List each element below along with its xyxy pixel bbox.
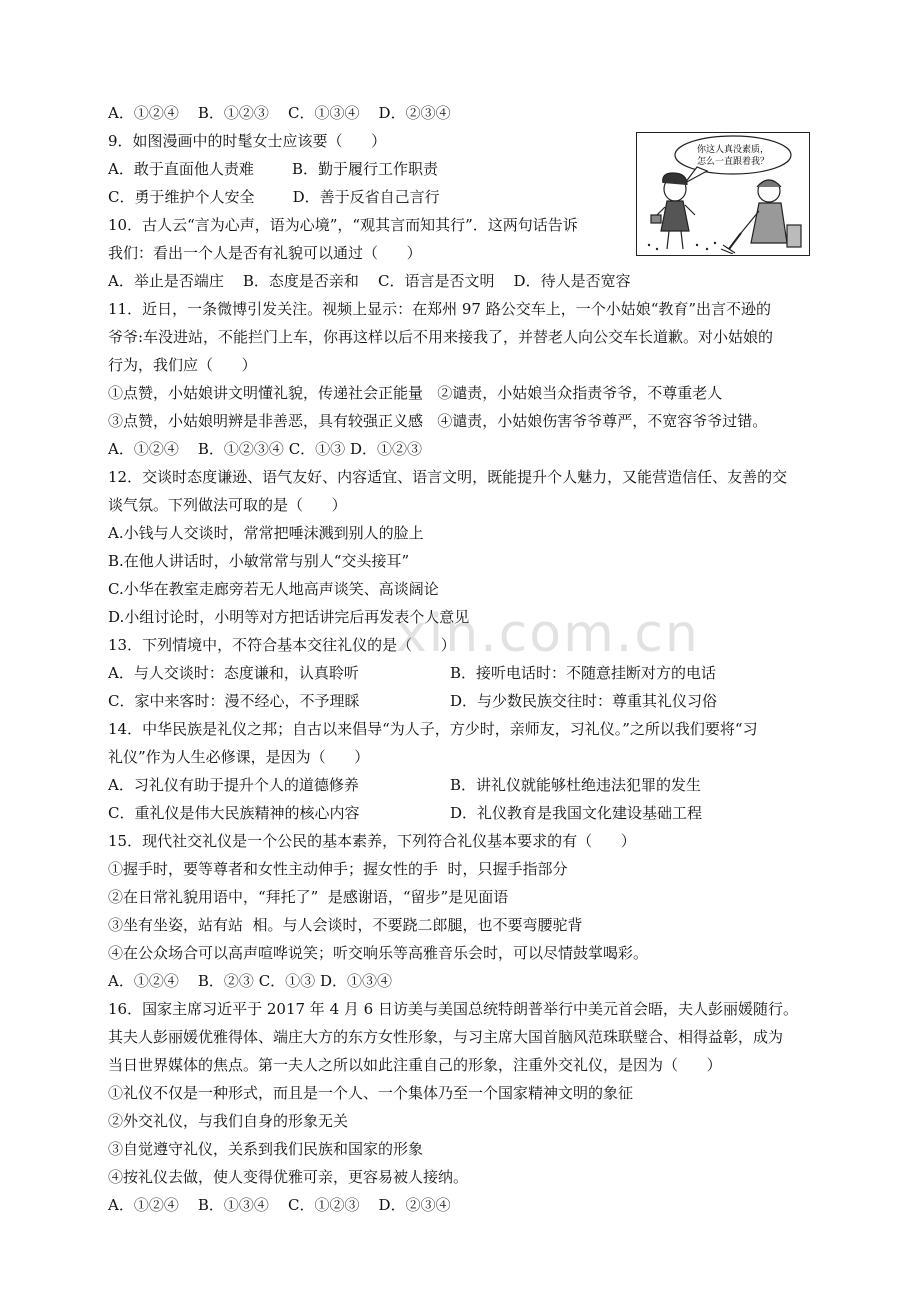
q16-choice-3: ③自觉遵守礼仪，关系到我们民族和国家的形象 bbox=[108, 1140, 424, 1158]
q13-option-d: D．与少数民族交往时：尊重其礼仪习俗 bbox=[450, 692, 718, 710]
q12-option-b: B.在他人讲话时，小敏常常与别人“交头接耳” bbox=[108, 552, 410, 570]
q14-stem-2: 礼仪”作为人生必修课，是因为（ ） bbox=[108, 748, 370, 766]
q16-stem-3: 当日世界媒体的焦点。第一夫人之所以如此注重自己的形象，注重外交礼仪，是因为（ ） bbox=[108, 1056, 722, 1074]
q12-option-a: A.小钱与人交谈时，常常把唾沫溅到别人的脸上 bbox=[108, 524, 424, 542]
q14-option-c: C．重礼仪是伟大民族精神的核心内容 bbox=[108, 804, 360, 822]
q12-stem-2: 谈气氛。下列做法可取的是（ ） bbox=[108, 496, 347, 514]
woman-figure bbox=[651, 173, 695, 249]
q16-choice-1: ①礼仪不仅是一种形式，而且是一个人、一个集体乃至一个国家精神文明的象征 bbox=[108, 1084, 634, 1102]
q11-options: A．①②④ B．①②③④ C．①③ D．①②③ bbox=[108, 440, 422, 458]
bubble-text-2: 怎么一直跟着我？ bbox=[696, 157, 770, 167]
q11-choice-34: ③点赞，小姑娘明辨是非善恶，具有较强正义感 ④谴责，小姑娘伤害爷爷尊严，不宽容爷爷过错。 bbox=[108, 412, 768, 430]
q14-option-d: D．礼仪教育是我国文化建设基础工程 bbox=[450, 804, 703, 822]
q8-options: A．①②④ B．①②③ C．①③④ D．②③④ bbox=[108, 104, 451, 122]
q11-choice-12: ①点赞，小姑娘讲文明懂礼貌，传递社会正能量 ②谴责，小姑娘当众指责爷爷，不尊重老人 bbox=[108, 384, 723, 402]
bubble-text-1: 你这人真没素质， bbox=[696, 145, 770, 155]
q13-option-c: C．家中来客时：漫不经心，不予理睬 bbox=[108, 692, 360, 710]
q15-choice-1: ①握手时，要等尊者和女性主动伸手；握女性的手 时，只握手指部分 bbox=[108, 860, 568, 878]
q15-choice-2: ②在日常礼貌用语中，“拜托了” 是感谢语，“留步”是见面语 bbox=[108, 888, 509, 906]
q13-option-b: B．接听电话时：不随意挂断对方的电话 bbox=[450, 664, 717, 682]
q10-stem-2: 我们：看出一个人是否有礼貌可以通过（ ） bbox=[108, 244, 422, 262]
q16-stem-2: 其夫人彭丽媛优雅得体、端庄大方的东方女性形象，与习主席大国首脑风范珠联璧合、相得益彰，成为 bbox=[108, 1028, 784, 1046]
cleaner-figure bbox=[721, 180, 801, 254]
q13-option-a: A．与人交谈时：态度谦和，认真聆听 bbox=[108, 664, 359, 682]
q14-option-b: B．讲礼仪就能够杜绝违法犯罪的发生 bbox=[450, 776, 702, 794]
q15-stem: 15．现代社交礼仪是一个公民的基本素养，下列符合礼仪基本要求的有（ ） bbox=[108, 832, 636, 850]
q15-choice-3: ③坐有坐姿，站有站 相。与人会谈时，不要跷二郎腿，也不要弯腰驼背 bbox=[108, 916, 583, 934]
q16-choice-2: ②外交礼仪，与我们自身的形象无关 bbox=[108, 1112, 349, 1130]
q16-options: A．①②④ B．①③④ C．①②③ D．②③④ bbox=[108, 1196, 451, 1214]
q11-stem-1: 11．近日，一条微博引发关注。视频上显示：在郑州 97 路公交车上，一个小姑娘“教育”出言不逊的 bbox=[108, 300, 772, 318]
q14-option-a: A．习礼仪有助于提升个人的道德修养 bbox=[108, 776, 359, 794]
cartoon-drawing bbox=[637, 133, 808, 254]
q9-options-cd: C．勇于维护个人安全 D．善于反省自己言行 bbox=[108, 188, 440, 206]
q13-stem: 13．下列情境中，不符合基本交往礼仪的是（ ） bbox=[108, 636, 456, 654]
watermark: xin.com.cn bbox=[396, 604, 700, 664]
q9-options-ab: A．敢于直面他人责难 B．勤于履行工作职责 bbox=[108, 160, 439, 178]
q16-choice-4: ④按礼仪去做，使人变得优雅可亲，更容易被人接纳。 bbox=[108, 1168, 469, 1186]
cartoon-illustration bbox=[636, 132, 810, 256]
q15-options: A．①②④ B．②③ C．①③ D．①③④ bbox=[108, 972, 392, 990]
q11-stem-2: 爷爷:车没进站，不能拦门上车，你再这样以后不用来接我了，并替老人向公交车长道歉。对小姑娘的 bbox=[108, 328, 774, 346]
q14-stem-1: 14．中华民族是礼仪之邦；自古以来倡导“为人子，方少时，亲师友，习礼仪。”之所以我们要将“习 bbox=[108, 720, 758, 738]
q12-stem-1: 12．交谈时态度谦逊、语气友好、内容适宜、语言文明，既能提升个人魅力，又能营造信任、友善的交 bbox=[108, 468, 788, 486]
q10-options: A．举止是否端庄 B．态度是否亲和 C．语言是否文明 D．待人是否宽容 bbox=[108, 272, 631, 290]
q12-option-d: D.小组讨论时，小明等对方把话讲完后再发表个人意见 bbox=[108, 608, 470, 626]
q15-choice-4: ④在公众场合可以高声喧哗说笑；听交响乐等高雅音乐会时，可以尽情鼓掌喝彩。 bbox=[108, 944, 649, 962]
q16-stem-1: 16．国家主席习近平于 2017 年 4 月 6 日访美与美国总统特朗普举行中美元首会晤，夫人彭丽媛随行。 bbox=[108, 1000, 798, 1018]
q11-stem-3: 行为，我们应（ ） bbox=[108, 356, 257, 374]
q9-stem: 9．如图漫画中的时髦女士应该要（ ） bbox=[108, 132, 387, 150]
q12-option-c: C.小华在教室走廊旁若无人地高声谈笑、高谈阔论 bbox=[108, 580, 439, 598]
q10-stem-1: 10．古人云“言为心声，语为心境”，“观其言而知其行”．这两句话告诉 bbox=[108, 216, 578, 234]
